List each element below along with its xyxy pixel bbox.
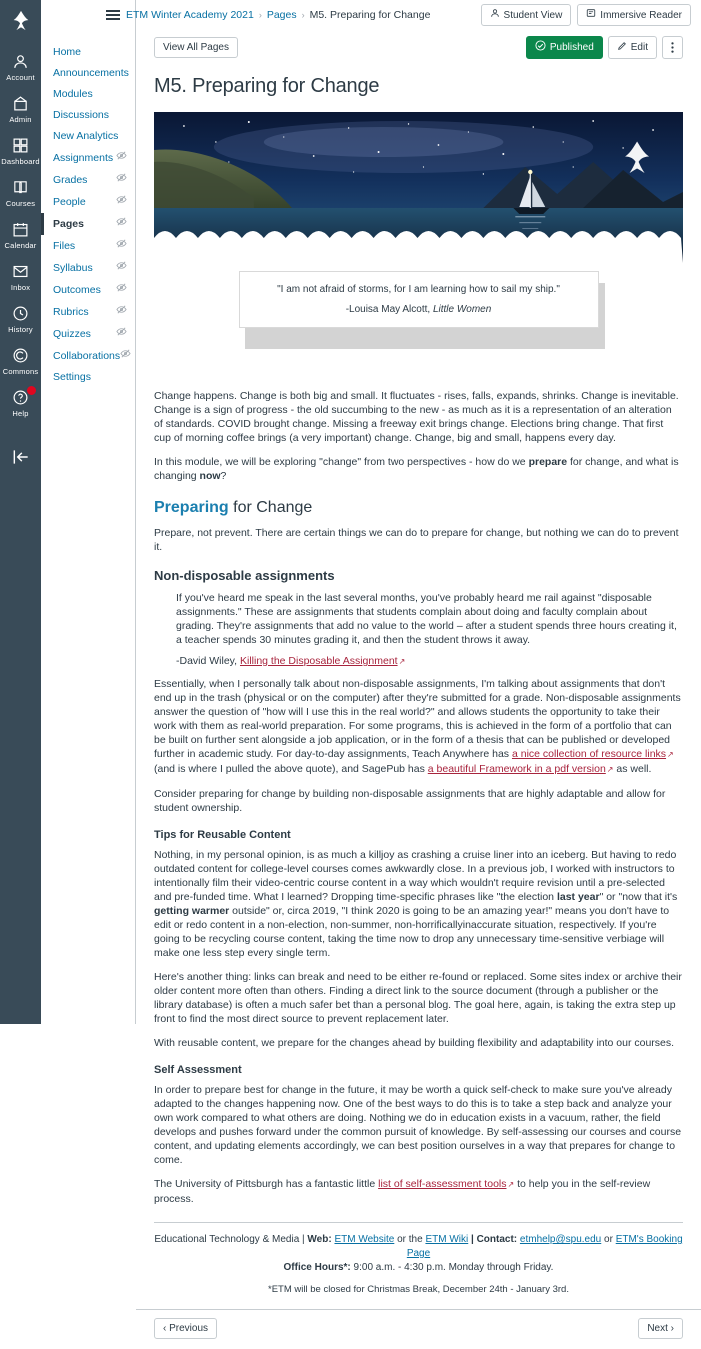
tips-bold-getting-warmer: getting warmer <box>154 905 230 917</box>
footer-dept: Educational Technology & Media | <box>154 1234 308 1245</box>
view-all-pages-label: View All Pages <box>163 42 229 53</box>
top-bar-actions <box>481 4 691 26</box>
footer-contact-label: | Contact: <box>468 1234 518 1245</box>
sidebar-item-files[interactable] <box>41 235 135 257</box>
global-nav-item-inbox[interactable] <box>0 255 41 297</box>
sidebar-item-label: Pages <box>53 217 84 230</box>
help-icon <box>11 387 31 407</box>
link-killing-disposable-assignment[interactable]: Killing the Disposable Assignment ↗ <box>240 655 405 667</box>
quote-text: "I am not afraid of storms, for I am learning how to sail my ship." <box>277 284 560 295</box>
eye-slash-icon <box>116 150 127 166</box>
global-nav-item-help[interactable] <box>0 381 41 423</box>
footer-or-2: or <box>601 1234 616 1245</box>
footer-note: *ETM will be closed for Christmas Break, December 24th - January 3rd. <box>268 1284 569 1295</box>
next-button[interactable]: Next › <box>638 1318 683 1339</box>
sidebar-item-settings[interactable] <box>41 367 135 388</box>
footer-line-1 <box>154 1233 683 1261</box>
page-action-bar <box>136 30 701 65</box>
intro-p2-e: ? <box>220 470 227 482</box>
sidebar-item-label: Discussions <box>53 109 110 121</box>
collapse-nav-icon[interactable] <box>11 437 31 480</box>
view-all-pages-button[interactable] <box>154 37 238 58</box>
intro-p2-prepare: prepare <box>528 456 568 468</box>
edit-button[interactable] <box>608 36 657 59</box>
global-nav-label: Account <box>6 73 35 82</box>
course-navigation <box>41 0 136 1024</box>
global-nav-item-admin[interactable] <box>0 87 41 129</box>
self-assessment-paragraph: In order to prepare best for change in the future, it may be worth a quick self-check to make sure you've already adapted to the changes happening now. One of the best ways to do this is to take a step back and analyze your own work compared to what others are doing. Nothing we do in education exists in a vacuum, rather, the field develops and pushes forward under the common pursuit of knowledge. By self-assessing our courses and course content, and updating elements accordingly, we can best position ourselves in a way that prepares for change to come. <box>154 1084 682 1166</box>
sidebar-item-label: Files <box>53 239 76 252</box>
tips-text-1: Nothing, in my personal opinion, is as much a killjoy as crashing a cruise liner into an iceberg. But having to redo outdated content for college-level courses comes awkwardly close. In a previous job, I worked with instructors to intentionally film their video-centric course content in a way which wouldn't require revision until a pre-selected and pre-funded time. What I learned? Dropping time-specific phrases like "the election <box>154 849 677 903</box>
published-label: Published <box>549 42 594 53</box>
page-action-bar-right <box>526 36 683 59</box>
global-nav-item-dashboard[interactable] <box>0 129 41 171</box>
chevron-right-icon: › <box>258 10 262 20</box>
divider <box>154 1222 683 1223</box>
sidebar-item-label: Syllabus <box>53 261 93 274</box>
global-nav-item-commons[interactable] <box>0 339 41 381</box>
consider-paragraph: Consider preparing for change by building non-disposable assignments that are highly adaptable and allow for student ownership. <box>154 788 666 814</box>
sidebar-item-label: Home <box>53 46 82 58</box>
link-etm-email[interactable]: etmhelp@spu.edu <box>519 1234 602 1245</box>
sidebar-item-label: People <box>53 195 86 208</box>
calendar-icon <box>11 219 31 239</box>
previous-button[interactable]: ‹ Previous <box>154 1318 217 1339</box>
check-circle-icon <box>535 40 546 55</box>
quote-box <box>239 271 599 328</box>
global-nav-item-history[interactable] <box>0 297 41 339</box>
immersive-reader-icon <box>586 8 596 22</box>
sidebar-item-modules[interactable] <box>41 84 135 105</box>
sidebar-item-label: Quizzes <box>53 327 91 340</box>
sidebar-item-assignments[interactable] <box>41 147 135 169</box>
intro-paragraph-1: Change happens. Change is both big and small. It fluctuates - rises, falls, expands, shrinks. Change is inevitable. Change is a sign of progress - the old succumbing to the new - as much as it is a representation of an alteration of standards. COVID brought change. Missing a freeway exit brings change. Elections bring change. That first cup of morning coffee brings (a very important) change. Change, big and small, happens every day. <box>154 390 679 444</box>
sidebar-item-collaborations[interactable] <box>41 345 135 367</box>
history-icon <box>11 303 31 323</box>
footer-web-label: Web: <box>307 1234 332 1245</box>
global-nav-label: Admin <box>9 115 32 124</box>
sidebar-item-label: Collaborations <box>53 349 121 362</box>
page-title: M5. Preparing for Change <box>154 75 380 97</box>
section-heading-bold: Preparing <box>154 499 229 516</box>
wiley-attribution <box>176 655 683 667</box>
sidebar-item-pages[interactable] <box>41 213 135 235</box>
sidebar-item-label: Settings <box>53 371 91 383</box>
tips-text-2: " or "now that it's <box>599 891 678 903</box>
immersive-reader-label: Immersive Reader <box>600 9 682 21</box>
global-nav-label: Calendar <box>4 241 37 250</box>
eye-slash-icon <box>116 260 127 276</box>
sidebar-item-discussions[interactable] <box>41 105 135 126</box>
global-nav-label: Help <box>12 409 29 418</box>
dashboard-icon <box>11 135 31 155</box>
sidebar-item-new-analytics[interactable] <box>41 126 135 147</box>
page-footer <box>154 1233 683 1297</box>
footer-office-hours-text: 9:00 a.m. - 4:30 p.m. Monday through Friday. <box>350 1262 554 1273</box>
subheading-self-assessment: Self Assessment <box>154 1064 242 1076</box>
intro-paragraph-2 <box>154 455 683 483</box>
eye-slash-icon <box>120 348 131 364</box>
sidebar-item-label: Assignments <box>53 151 114 164</box>
eye-slash-icon <box>116 304 127 320</box>
menu-toggle-icon[interactable] <box>100 0 126 30</box>
pull-quote <box>154 263 683 343</box>
global-nav-label: Commons <box>2 367 39 376</box>
sidebar-item-label: Grades <box>53 173 88 186</box>
sidebar-item-announcements[interactable] <box>41 63 135 84</box>
sidebar-item-outcomes[interactable] <box>41 279 135 301</box>
inbox-icon <box>11 261 31 281</box>
sidebar-item-label: Outcomes <box>53 283 101 296</box>
global-nav-item-account[interactable] <box>0 45 41 87</box>
eye-slash-icon <box>116 238 127 254</box>
student-view-button[interactable] <box>481 4 572 26</box>
subheading-non-disposable: Non-disposable assignments <box>154 568 335 583</box>
global-navigation <box>0 0 41 1024</box>
edit-label: Edit <box>630 42 648 53</box>
sidebar-item-home[interactable] <box>41 42 135 63</box>
kebab-menu-icon[interactable] <box>662 36 683 59</box>
global-nav-label: Dashboard <box>1 157 40 166</box>
link-etm-booking-page[interactable]: ETM's Booking Page <box>406 1234 683 1259</box>
status-badge[interactable] <box>526 36 603 59</box>
section-heading-preparing <box>154 499 683 517</box>
wiley-attr-prefix: -David Wiley, <box>176 655 240 667</box>
eye-slash-icon <box>116 216 127 232</box>
footer-line-2 <box>154 1261 683 1275</box>
quote-attribution-work: Little Women <box>432 304 492 315</box>
footer-office-hours-label: Office Hours*: <box>283 1262 351 1273</box>
breadcrumb <box>126 9 430 21</box>
page-body <box>136 75 701 1297</box>
pencil-icon <box>617 41 627 55</box>
global-nav-label: Inbox <box>10 283 31 292</box>
courses-icon <box>11 177 31 197</box>
essentially-text-3: as well. <box>613 763 652 775</box>
eye-slash-icon <box>116 326 127 342</box>
links-paragraph: Here's another thing: links can break and need to be either re-found or replaced. Some sites index or archive their older content more often than others. Finding a direct link to the source document (through a publisher or the library database) is often a much safer bet than a personal blog. The goal here, again, is taking the extra step up front to find the most direct source to prevent replacement later. <box>154 971 682 1025</box>
sidebar-item-label: Rubrics <box>53 305 89 318</box>
sidebar-item-syllabus[interactable] <box>41 257 135 279</box>
tips-text-3: outside" or, circa 2019, "I think 2020 is going to be an amazing year!" means you don't have to edit or redo content in a non-election, non-summer, non-horrificallyinaccurate situation, respectively. If you're going to be recycling course content, taking the time now to drop any unnecessary time-sensitive verbiage will make one less step every single term. <box>154 905 670 959</box>
student-view-label: Student View <box>503 9 563 21</box>
pitt-text-1: The University of Pittsburgh has a fantastic little <box>154 1178 379 1190</box>
footer-or: or the <box>394 1234 426 1245</box>
tips-paragraph <box>154 848 683 960</box>
intro-p2-c: for change, and what is changing <box>154 456 679 482</box>
link-sagepub-framework[interactable]: a beautiful Framework in a pdf version ↗ <box>428 763 614 775</box>
banner-image <box>154 112 683 263</box>
global-nav-item-courses[interactable] <box>0 171 41 213</box>
quote-attribution <box>254 304 584 315</box>
section-heading-light: for Change <box>228 499 313 516</box>
eye-slash-icon <box>116 282 127 298</box>
prepare-lead-paragraph: Prepare, not prevent. There are certain things we can do to prepare for change, but nothing we can do to prevent it. <box>154 527 679 553</box>
wiley-blockquote: If you've heard me speak in the last several months, you've probably heard me rail against "disposable assignments." These are assignments that students complain about doing and faculty complain about grading. They're assignments that add no value to the world – after a student spends three hours creating it, a teacher spends 30 minutes grading it, and then the student throws it away. <box>176 592 677 646</box>
canvas-leaf-logo[interactable] <box>10 10 32 35</box>
global-nav-label: History <box>8 325 33 334</box>
intro-p2-now: now <box>199 470 221 482</box>
sidebar-item-rubrics[interactable] <box>41 301 135 323</box>
breadcrumb-current: M5. Preparing for Change <box>309 9 431 21</box>
commons-icon <box>11 345 31 365</box>
admin-icon <box>11 93 31 113</box>
eye-slash-icon <box>116 172 127 188</box>
account-icon <box>11 51 31 71</box>
sidebar-item-label: Modules <box>53 88 93 100</box>
sidebar-item-people[interactable] <box>41 191 135 213</box>
breadcrumb-pages[interactable]: Pages <box>266 9 297 21</box>
sidebar-item-grades[interactable] <box>41 169 135 191</box>
reusable-paragraph: With reusable content, we prepare for the changes ahead by building flexibility and adaptability into our courses. <box>154 1037 675 1049</box>
immersive-reader-button[interactable] <box>577 4 691 26</box>
link-resource-collection[interactable]: a nice collection of resource links ↗ <box>512 748 674 760</box>
link-etm-website[interactable]: ETM Website <box>334 1234 395 1245</box>
sidebar-item-label: Announcements <box>53 67 129 79</box>
essentially-paragraph <box>154 677 683 777</box>
main-content <box>126 0 701 1334</box>
pitt-text-2: to help you in the self-review process. <box>154 1178 651 1205</box>
essentially-text-2: (and is where I pulled the above quote), and SagePub has <box>154 763 428 775</box>
global-nav-item-calendar[interactable] <box>0 213 41 255</box>
top-bar <box>126 0 701 30</box>
subheading-tips-reusable: Tips for Reusable Content <box>154 829 291 841</box>
sidebar-item-quizzes[interactable] <box>41 323 135 345</box>
global-nav-label: Courses <box>5 199 36 208</box>
pitt-paragraph <box>154 1177 683 1206</box>
breadcrumb-course[interactable]: ETM Winter Academy 2021 <box>126 9 254 21</box>
eye-slash-icon <box>116 194 127 210</box>
chevron-right-icon: › <box>301 10 305 20</box>
tips-bold-last-year: last year <box>556 891 600 903</box>
quote-attribution-prefix: -Louisa May Alcott, <box>345 304 433 315</box>
pagination-bar <box>136 1309 701 1349</box>
link-self-assessment-tools[interactable]: list of self-assessment tools ↗ <box>378 1178 514 1190</box>
link-etm-wiki[interactable]: ETM Wiki <box>425 1234 469 1245</box>
intro-p2-a: In this module, we will be exploring "change" from two perspectives - how do we <box>154 456 529 468</box>
sidebar-item-label: New Analytics <box>53 130 119 142</box>
student-view-icon <box>490 8 500 22</box>
essentially-text-1: Essentially, when I personally talk about non-disposable assignments, I'm talking about assignments that don't end up in the trash (physical or on the computer) after they're submitted for a grade. Non-disposable assignments answer the question of "how will I use this in the real world?" and allows students the opportunity to take their work with them as real-world preparation. For some programs, this is achieved in the form of a portfolio that can be built on further sent alongside a job application, or in the form of a thesis that can be published or developed further in academic study. For day-to-day assignments, Teach Anywhere has <box>154 678 681 760</box>
